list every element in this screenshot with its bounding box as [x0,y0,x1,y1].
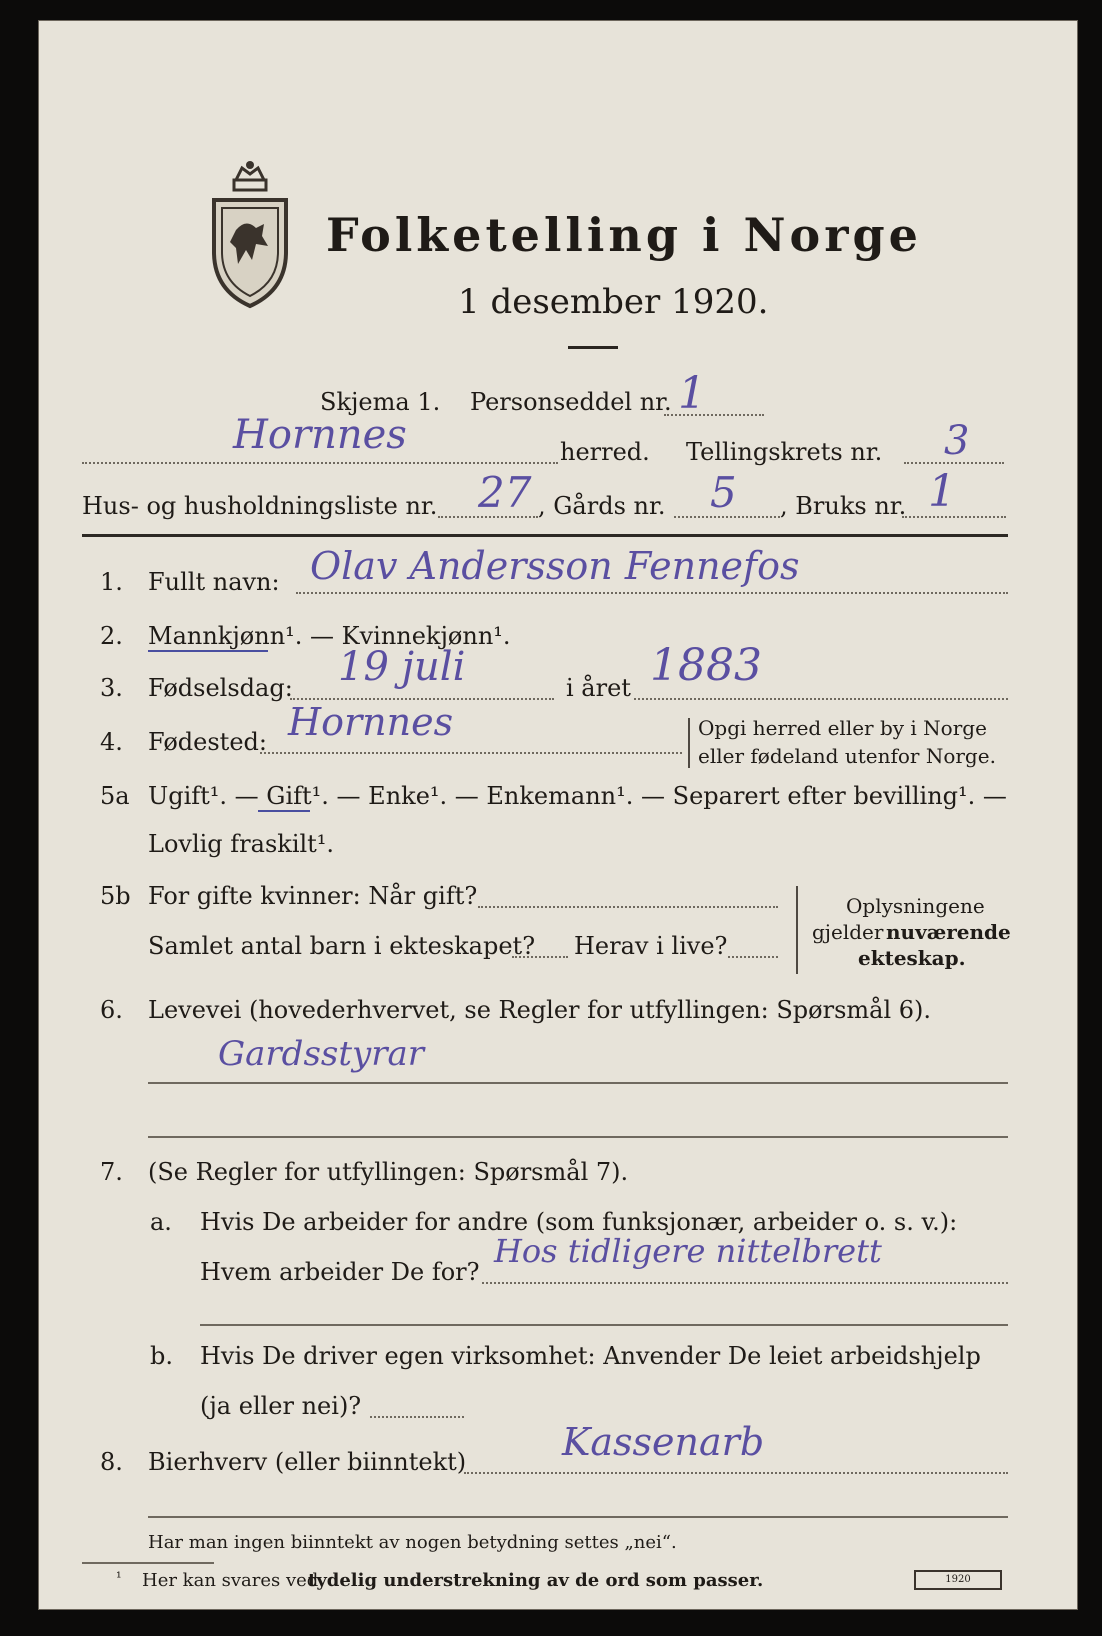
fodested-line [260,752,682,754]
title-divider [568,346,618,349]
q3-number: 3. [100,674,123,702]
fodested-label: Fødested: [148,728,267,756]
bierhverv-line-2 [148,1516,1008,1518]
herred-label: herred. [560,438,650,466]
q7a-text: Hvis De arbeider for andre (som funksjonær, arbeider o. s. v.): [200,1208,958,1236]
oplys-note-2a: gjelder [812,920,884,944]
fodested-note-2: eller fødeland utenfor Norge. [698,744,996,768]
herred-line [82,462,558,464]
mannkjonn-underline [148,650,268,652]
bierhverv-line [464,1472,1008,1474]
q7b-text: Hvis De driver egen virksomhet: Anvender De leiet arbeidshjelp [200,1342,981,1370]
fodselsdag-value[interactable]: 19 juli [338,644,466,690]
herav-label: Herav i live? [574,932,728,960]
levevei-label: Levevei (hovederhvervet, se Regler for utfyllingen: Spørsmål 6). [148,996,932,1024]
bruks-value[interactable]: 1 [928,466,956,517]
i-aret-line [634,698,1008,700]
fullt-navn-line [296,592,1008,594]
tellingskrets-label: Tellingskrets nr. [686,438,883,466]
barn-label: Samlet antal barn i ekteskapet? [148,932,536,960]
kjonn-text: Mannkjønn¹. — Kvinnekjønn¹. [148,622,511,650]
gifte-label: For gifte kvinner: Når gift? [148,882,478,910]
i-aret-value[interactable]: 1883 [650,640,762,691]
fullt-navn-label: Fullt navn: [148,568,280,596]
q7b-text-2: (ja eller nei)? [200,1392,362,1420]
gards-value[interactable]: 5 [710,468,737,517]
q7a-hvem-label: Hvem arbeider De for? [200,1258,480,1286]
q8-number: 8. [100,1448,123,1476]
q7a-hvem-line [482,1282,1008,1284]
header-separator [82,534,1008,537]
herred-value[interactable]: Hornnes [233,412,407,458]
q1-number: 1. [100,568,123,596]
gift-underline [258,810,310,812]
tellingskrets-value[interactable]: 3 [944,418,970,464]
bierhverv-value[interactable]: Kassenarb [562,1420,765,1464]
sivilstand-options-2: Lovlig fraskilt¹. [148,830,335,858]
note-nei: Har man ingen biinntekt av nogen betydning settes „nei“. [148,1532,677,1553]
sivilstand-options: Ugift¹. — Gift¹. — Enke¹. — Enkemann¹. — Separert efter bevilling¹. — [148,782,1007,810]
footnote-mark: ¹ [116,1570,122,1586]
coat-of-arms-icon [206,160,294,310]
footnote-text-a: Her kan svares ved [142,1570,319,1591]
i-aret-label: i året [566,674,631,702]
footnote-rule [82,1562,214,1564]
levevei-line-1 [148,1082,1008,1084]
gifte-line [478,906,778,908]
fodested-value[interactable]: Hornnes [288,700,454,744]
q7-label: (Se Regler for utfyllingen: Spørsmål 7). [148,1158,629,1186]
personseddel-label: Personseddel nr. [470,388,672,416]
q4-number: 4. [100,728,123,756]
levevei-line-2 [148,1136,1008,1138]
fodselsdag-label: Fødselsdag: [148,674,293,702]
bruks-label: , Bruks nr. [780,492,907,520]
levevei-value[interactable]: Gardsstyrar [218,1034,424,1074]
gards-label: , Gårds nr. [538,492,666,520]
q7a-letter: a. [150,1208,172,1236]
form-title: Folketelling i Norge [326,208,922,262]
q7b-line [370,1416,464,1418]
barn-line [512,956,568,958]
fullt-navn-value[interactable]: Olav Andersson Fennefos [310,544,800,588]
q7-number: 7. [100,1158,123,1186]
oplys-brace [796,886,798,974]
oplys-note-1: Oplysningene [846,894,985,918]
herav-line [728,956,778,958]
fodested-brace [688,718,690,768]
q5a-number: 5a [100,782,130,810]
q7b-letter: b. [150,1342,173,1370]
fodested-note-1: Opgi herred eller by i Norge [698,716,987,740]
oplys-note-2b: nuværende [886,920,1011,944]
printer-stamp-text: 1920 [945,1574,971,1585]
q5b-number: 5b [100,882,131,910]
q7a-line-2 [200,1324,1008,1326]
bierhverv-label: Bierhverv (eller biinntekt) [148,1448,467,1476]
q6-number: 6. [100,996,123,1024]
oplys-note-3: ekteskap. [858,946,966,970]
form-subtitle: 1 desember 1920. [458,282,769,322]
personseddel-value[interactable]: 1 [678,368,706,419]
printer-stamp [914,1570,1002,1590]
footnote-text-b: tydelig understrekning av de ord som passer. [308,1570,764,1591]
q7a-value[interactable]: Hos tidligere nittelbrett [494,1232,882,1270]
hus-value[interactable]: 27 [478,468,532,517]
q2-number: 2. [100,622,123,650]
schema-label: Skjema 1. [320,388,441,416]
hus-label: Hus- og husholdningsliste nr. [82,492,438,520]
census-form [38,20,1078,1610]
